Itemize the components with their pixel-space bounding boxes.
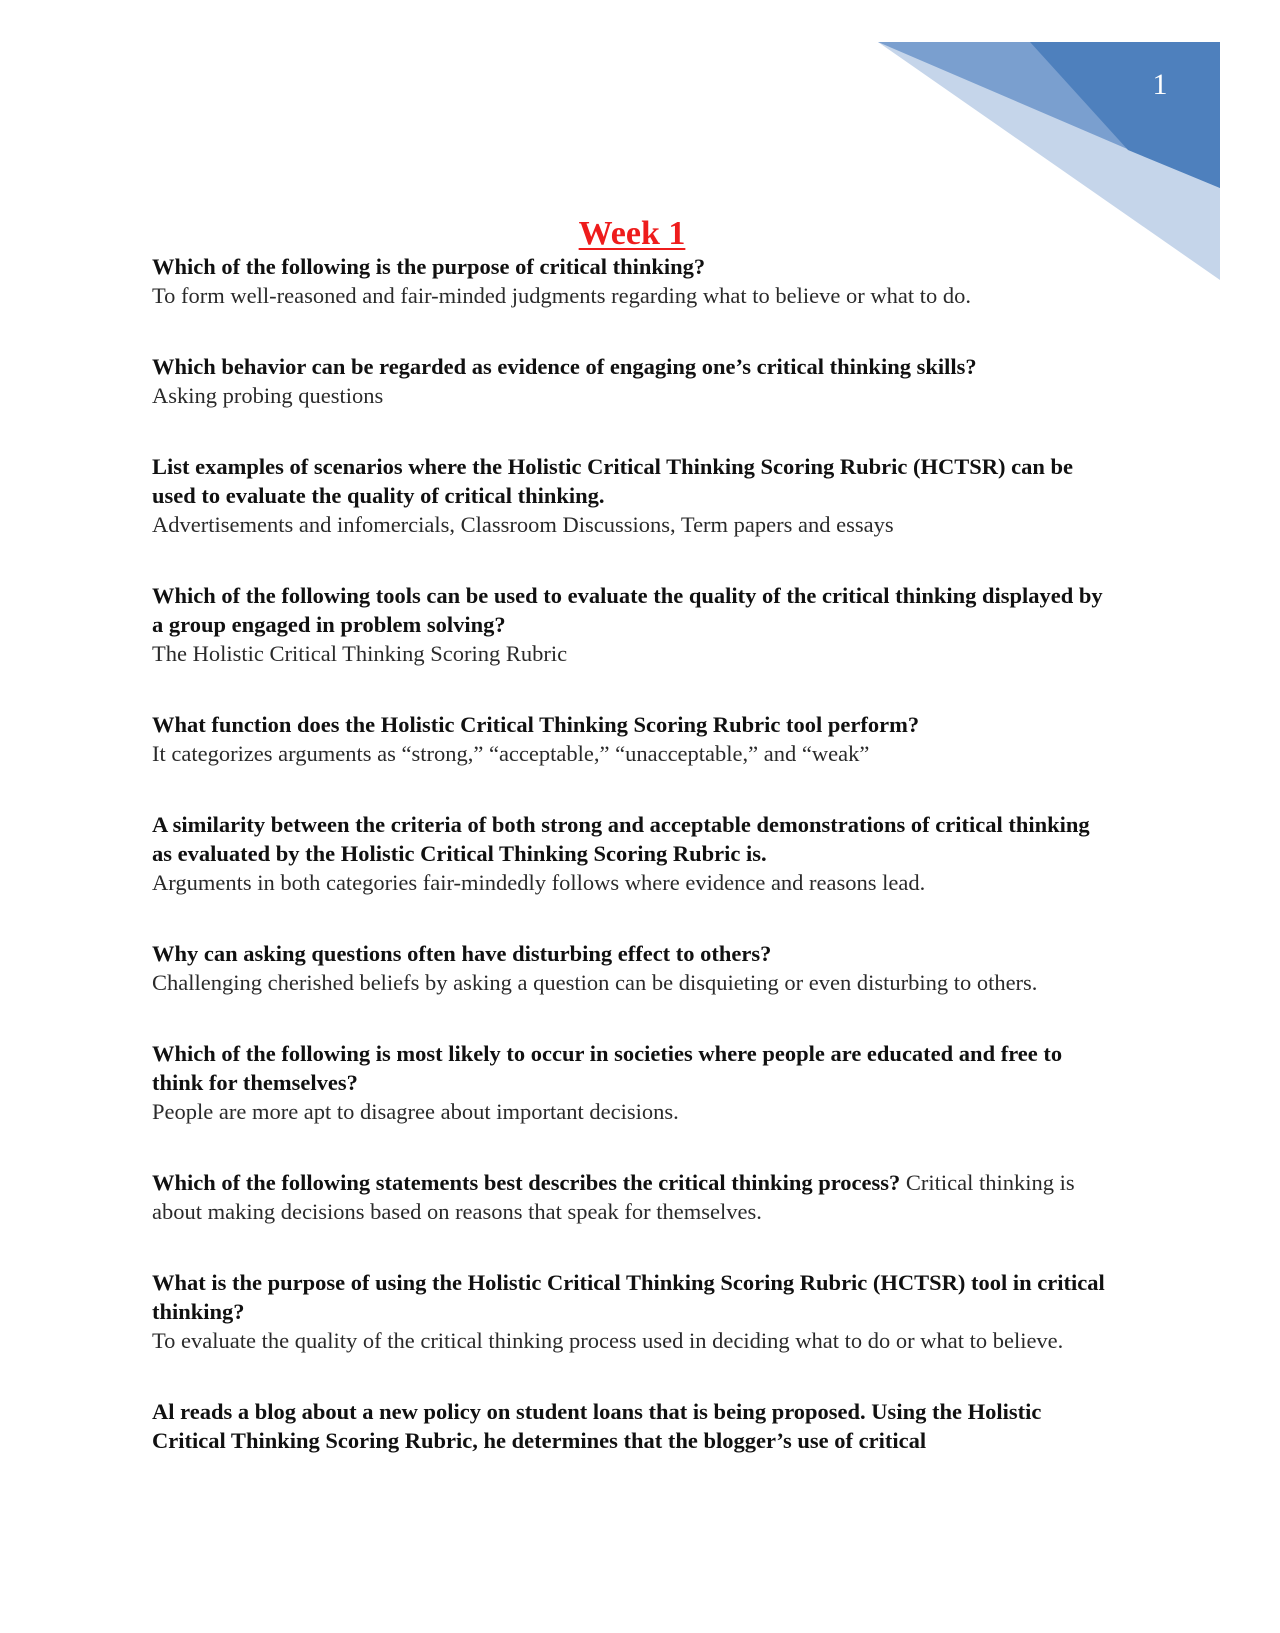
question-text: Which of the following tools can be used to evaluate the quality of the critical thinking displayed by a group engaged in problem solving? <box>152 583 1103 637</box>
qa-item <box>152 1397 1112 1455</box>
answer-text: To evaluate the quality of the critical thinking process used in deciding what to do or what to believe. <box>152 1328 1064 1353</box>
answer-text: Advertisements and infomercials, Classroom Discussions, Term papers and essays <box>152 512 894 537</box>
question-text: A similarity between the criteria of both strong and acceptable demonstrations of critical thinking as evaluated by the Holistic Critical Thinking Scoring Rubric is. <box>152 812 1090 866</box>
question-text: Which behavior can be regarded as evidence of engaging one’s critical thinking skills? <box>152 354 977 379</box>
question-text: List examples of scenarios where the Holistic Critical Thinking Scoring Rubric (HCTSR) can be used to evaluate the quality of critical thinking. <box>152 454 1074 508</box>
question-text: What is the purpose of using the Holistic Critical Thinking Scoring Rubric (HCTSR) tool in critical thinking? <box>152 1270 1105 1324</box>
question-text: What function does the Holistic Critical Thinking Scoring Rubric tool perform? <box>152 712 920 737</box>
answer-text: It categorizes arguments as “strong,” “acceptable,” “unacceptable,” and “weak” <box>152 741 870 766</box>
document-body <box>152 212 1112 1455</box>
answer-text: Challenging cherished beliefs by asking a question can be disquieting or even disturbing to others. <box>152 970 1038 995</box>
answer-text: To form well-reasoned and fair-minded judgments regarding what to believe or what to do. <box>152 283 971 308</box>
question-text: Which of the following is most likely to occur in societies where people are educated and free to think for themselves? <box>152 1041 1063 1095</box>
answer-text: Asking probing questions <box>152 383 384 408</box>
qa-item <box>152 452 1112 539</box>
qa-item <box>152 1268 1112 1355</box>
qa-item <box>152 710 1112 768</box>
qa-item <box>152 939 1112 997</box>
answer-text: Critical thinking is about making decisions based on reasons that speak for themselves. <box>152 1170 1075 1224</box>
question-text: Which of the following statements best describes the critical thinking process? <box>152 1170 901 1195</box>
qa-item <box>152 252 1112 310</box>
qa-item <box>152 581 1112 668</box>
qa-item <box>152 1039 1112 1126</box>
page-title: Week 1 <box>578 215 686 252</box>
page-number: 1 <box>1152 68 1168 101</box>
answer-text: Arguments in both categories fair-mindedly follows where evidence and reasons lead. <box>152 870 926 895</box>
question-text: Why can asking questions often have disturbing effect to others? <box>152 941 772 966</box>
answer-text: The Holistic Critical Thinking Scoring Rubric <box>152 641 568 666</box>
question-answer-inline <box>152 1168 1112 1226</box>
qa-item <box>152 1168 1112 1226</box>
answer-text: People are more apt to disagree about important decisions. <box>152 1099 679 1124</box>
question-text: Which of the following is the purpose of critical thinking? <box>152 254 706 279</box>
qa-item <box>152 352 1112 410</box>
qa-item <box>152 810 1112 897</box>
question-text: Al reads a blog about a new policy on student loans that is being proposed. Using the Holistic Critical Thinking Scoring Rubric, he determines that the blogger’s use of critical <box>152 1399 1042 1453</box>
